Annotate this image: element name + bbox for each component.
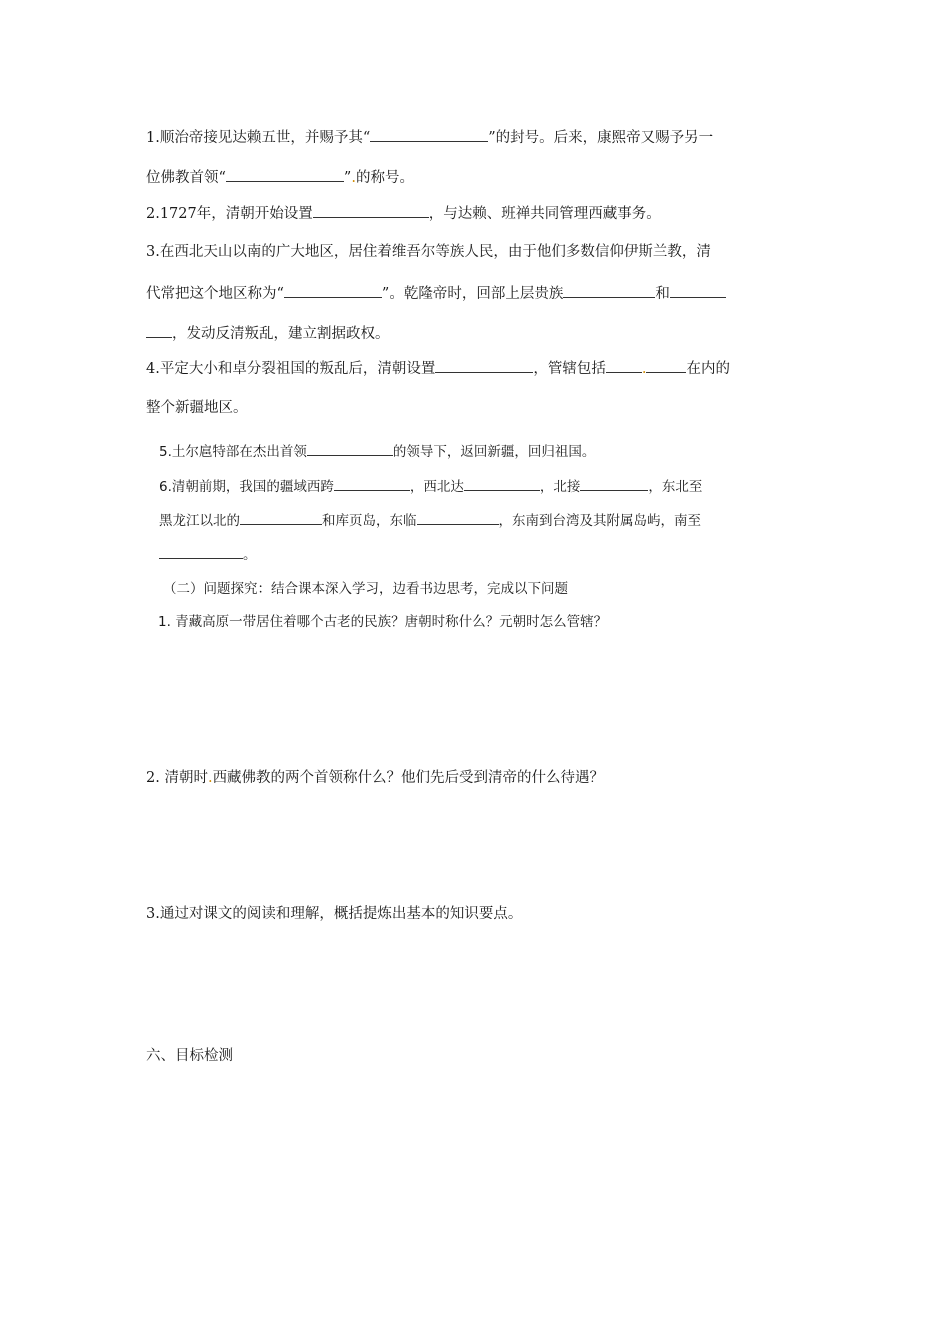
answer-blank[interactable] bbox=[370, 128, 488, 142]
answer-blank[interactable] bbox=[580, 477, 648, 491]
answer-blank[interactable] bbox=[146, 324, 172, 338]
question-6-line-1: 6.清朝前期，我国的疆域西跨 ，西北达 ，北接 ，东北至 bbox=[159, 479, 703, 495]
question-2: 2.1727年，清朝开始设置 ，与达赖、班禅共同管理西藏事务。 bbox=[146, 206, 661, 222]
question-6-line-2: 黑龙江以北的 和库页岛，东临 ，东南到台湾及其附属岛屿，南至 bbox=[159, 513, 701, 529]
answer-blank[interactable] bbox=[334, 477, 410, 491]
inquiry-question-2: 2. 清朝时.西藏佛教的两个首领称什么？他们先后受到清帝的什么待遇？ bbox=[146, 770, 605, 786]
question-4-line-1: 4.平定大小和卓分裂祖国的叛乱后，清朝设置 ，管辖包括 . 在内的 bbox=[146, 361, 730, 377]
answer-blank[interactable] bbox=[606, 359, 642, 373]
answer-blank[interactable] bbox=[226, 168, 344, 182]
inquiry-question-3: 3.通过对课文的阅读和理解，概括提炼出基本的知识要点。 bbox=[146, 906, 523, 922]
marker-dot: . bbox=[351, 170, 356, 186]
answer-blank[interactable] bbox=[464, 477, 540, 491]
question-1-line-1: 1.顺治帝接见达赖五世，并赐予其“ ”的封号。后来，康熙帝又赐予另一 bbox=[146, 130, 714, 146]
answer-blank[interactable] bbox=[240, 511, 322, 525]
marker-dot: . bbox=[641, 361, 647, 377]
answer-blank[interactable] bbox=[284, 284, 382, 298]
question-4-line-2: 整个新疆地区。 bbox=[146, 400, 248, 416]
question-3-line-1: 3.在西北天山以南的广大地区，居住着维吾尔等族人民，由于他们多数信仰伊斯兰教，清 bbox=[146, 244, 711, 260]
question-3-line-3: ，发动反清叛乱，建立割据政权。 bbox=[146, 324, 390, 344]
inquiry-question-1: 1. 青藏高原一带居住着哪个古老的民族？唐朝时称什么？元朝时怎么管辖？ bbox=[158, 614, 608, 630]
question-1-line-2: 位佛教首领“ ”.的称号。 bbox=[146, 170, 414, 186]
answer-blank[interactable] bbox=[313, 204, 429, 218]
answer-blank[interactable] bbox=[159, 545, 243, 559]
answer-blank[interactable] bbox=[670, 284, 726, 298]
answer-blank[interactable] bbox=[307, 442, 393, 456]
answer-blank[interactable] bbox=[417, 511, 499, 525]
answer-blank[interactable] bbox=[435, 359, 533, 373]
marker-dot: . bbox=[207, 770, 213, 786]
question-3-line-2: 代常把这个地区称为“ ”。乾隆帝时，回部上层贵族 和 bbox=[146, 284, 726, 304]
inquiry-heading: （二）问题探究：结合课本深入学习，边看书边思考，完成以下问题 bbox=[163, 581, 568, 597]
answer-blank[interactable] bbox=[563, 284, 655, 298]
question-5: 5.土尔扈特部在杰出首领 的领导下，返回新疆，回归祖国。 bbox=[159, 444, 596, 460]
section-6-title: 六、目标检测 bbox=[146, 1048, 233, 1064]
answer-blank[interactable] bbox=[646, 359, 686, 373]
question-6-line-3: 。 bbox=[159, 545, 257, 565]
